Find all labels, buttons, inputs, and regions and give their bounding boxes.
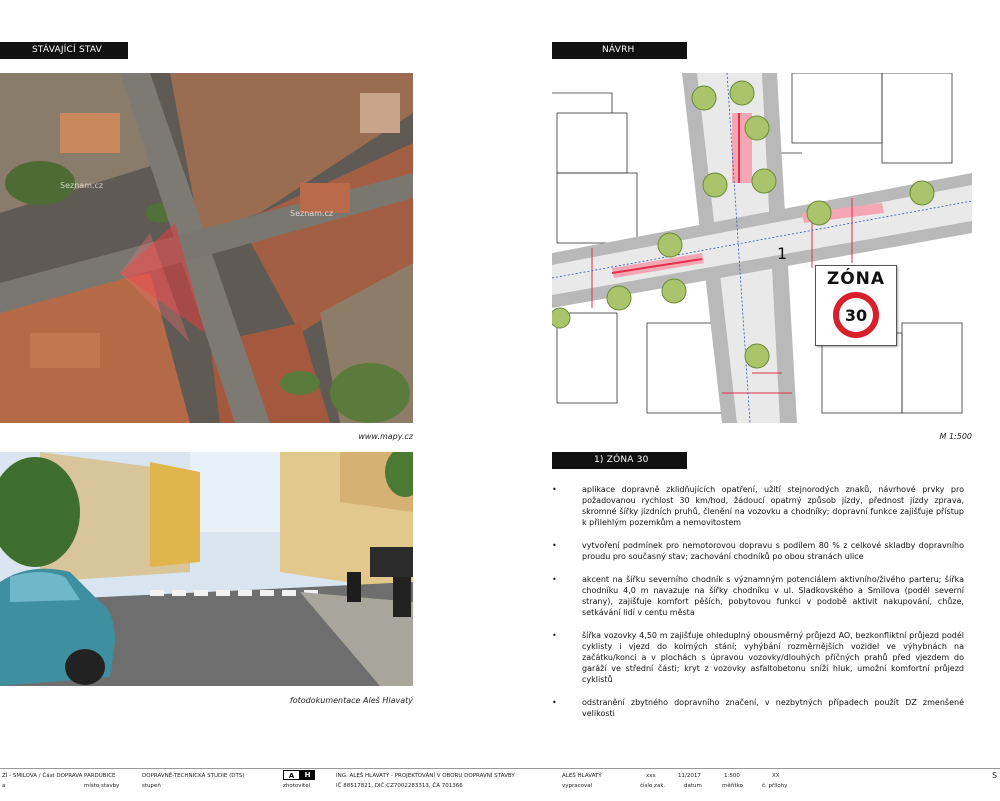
bullet-dot: • xyxy=(552,541,557,550)
sign-title: ZÓNA xyxy=(826,269,886,289)
title-block xyxy=(0,768,1000,801)
map-watermark-2: Seznam.cz xyxy=(290,209,334,218)
design-plan xyxy=(552,73,972,423)
list-item xyxy=(552,630,964,685)
aerial-map xyxy=(0,73,413,423)
footer-project-sub: a xyxy=(2,783,6,789)
list-item xyxy=(552,484,964,528)
footer-author: ALEŠ HLAVATÝ xyxy=(562,773,602,779)
list-item xyxy=(552,540,964,562)
footer-date: 11/2017 xyxy=(678,773,701,779)
bullet-text: odstranění zbytného dopravního značení, v nezbytných případech použít DZ zmenšené velikosti xyxy=(582,698,964,718)
footer-page-edge: S xyxy=(992,771,998,780)
footer-firm: ING. ALEŠ HLAVATÝ - PROJEKTOVÁNÍ V OBORU DOPRAVNÍ STAVBY xyxy=(336,773,515,779)
logo-a: A xyxy=(283,770,300,780)
speed-limit-icon xyxy=(833,292,879,338)
zone-30-sign xyxy=(815,265,897,346)
proposal-title: NÁVRH xyxy=(602,45,635,55)
footer-city-sub: místo stavby xyxy=(84,783,120,789)
list-item xyxy=(552,697,964,719)
sign-speed: 30 xyxy=(844,305,868,325)
bullet-dot: • xyxy=(552,698,557,707)
footer-scale: 1:500 xyxy=(724,773,740,779)
existing-state-title: STÁVAJÍCÍ STAV xyxy=(32,45,102,55)
bullet-text: vytvoření podmínek pro nemotorovou dopravu s podílem 80 % z celkové skladby dopravního proudu pro současný stav; zachování chodníků po obou stranách ulice xyxy=(582,541,964,561)
footer-number: xxx xyxy=(646,773,656,779)
footer-author-sub: vypracoval xyxy=(562,783,593,789)
map-credit: www.mapy.cz xyxy=(358,432,413,441)
bullet-dot: • xyxy=(552,631,557,640)
footer-firm-sub: IČ 88517821, DIČ:CZ7002283313, ČA 701366 xyxy=(336,783,463,789)
firm-logo xyxy=(283,770,315,780)
list-item xyxy=(552,574,964,618)
footer-number-sub: číslo zak. xyxy=(640,783,666,789)
footer-date-sub: datum xyxy=(684,783,702,789)
existing-state-header xyxy=(0,42,128,59)
bullet-text: akcent na šířku severního chodník s významným potenciálem aktivního/živého parteru; šířka chodníku 4,0 m navazuje na šířky chodníku v ul. Sladkovského a Smilova (podél severní strany), zajišťuje komfort pěších, pobytovou funkci v podobě aktivit nakupování, chůze, setkávání lidí v centu města xyxy=(582,575,964,617)
aerial-map-image xyxy=(0,73,413,423)
plan-scale: M 1:500 xyxy=(939,432,972,441)
footer-stage: DOPRAVNĚ-TECHNICKÁ STUDIE (DTS) xyxy=(142,773,245,779)
footer-project: ZÍ - SMILOVA / Část DOPRAVA xyxy=(2,773,83,779)
bullet-dot: • xyxy=(552,575,557,584)
footer-logo-sub: zhotovitel xyxy=(283,783,311,789)
footer-city: PARDUBICE xyxy=(84,773,116,779)
bullet-text: šířka vozovky 4,50 m zajišťuje ohleduplný obousměrný průjezd AO, bezkonfliktní průjezd podél cyklisty i vjezd do kolmých stání; vyhýbání rozměrnějších vozidel ve výhybnách na začátku/konci a v plochách s úpravou vozovky/dlouhých příčných prahů před vjezdem do garáží ve střední části; kryt z vozovky asfaltobetonu sníží hluk, umožní komfortní průjezd cyklistů xyxy=(582,631,964,684)
design-plan-drawing xyxy=(552,73,972,423)
bullet-dot: • xyxy=(552,485,557,494)
zone-30-title: 1) ZÓNA 30 xyxy=(594,455,649,465)
zone-30-bullets xyxy=(552,484,964,731)
footer-attachment: XX xyxy=(772,773,780,779)
photo-credit: fotodokumentace Aleš Hlavatý xyxy=(289,696,413,705)
logo-h: H xyxy=(300,770,315,780)
street-photo-image xyxy=(0,452,413,686)
plan-node-label: 1 xyxy=(777,244,788,263)
map-watermark-1: Seznam.cz xyxy=(60,181,104,190)
street-photo xyxy=(0,452,413,686)
proposal-header xyxy=(552,42,687,59)
footer-stage-sub: stupeň xyxy=(142,783,161,789)
footer-attachment-sub: č. přílohy xyxy=(762,783,788,789)
bullet-text: aplikace dopravně zklidňujících opatření, užití stejnorodých znaků, návrhové prvky pro požadovanou rychlost 30 km/hod, žádoucí opatrný způsob jízdy, přednost jízdy zprava, skromné šířky jízdních pruhů, členění na vozovku a chodníky; dopravní funkce zajišťuje přístup k přilehlým pozemkům a nemovitostem xyxy=(582,485,964,527)
zone-30-header xyxy=(552,452,687,469)
footer-scale-sub: měřítko xyxy=(722,783,744,789)
